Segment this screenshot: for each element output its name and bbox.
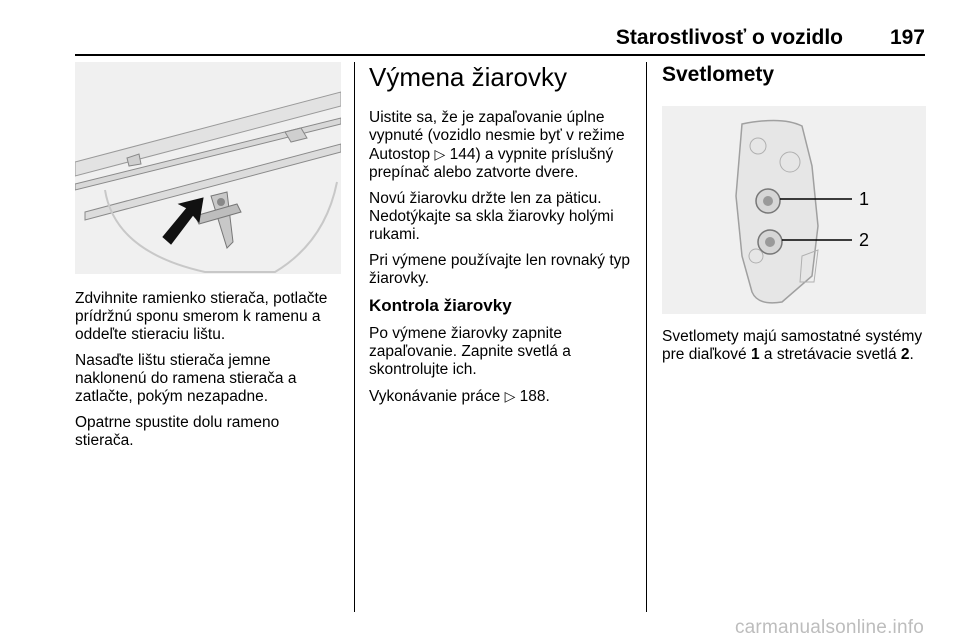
paragraph: Pri výmene používajte len rovnaký typ žiarovky.: [369, 252, 631, 287]
paragraph: Opatrne spustite dolu rameno stierača.: [75, 414, 280, 449]
section-heading: Výmena žiarovky: [369, 62, 567, 92]
paragraph: Po výmene žiarovky zapnite zapaľovanie. Zapnite svetlá a skontrolujte ich.: [369, 325, 571, 378]
paragraph: Zdvihnite ramienko stierača, potlačte prídržnú sponu smerom k ramenu a oddeľte stieraciu lištu.: [75, 290, 328, 343]
paragraph: Svetlomety majú samostatné systémy pre diaľkové 1 a stretávacie svetlá 2.: [662, 328, 923, 363]
page-reference: 144: [449, 146, 476, 163]
column-bulb-replacement: [369, 62, 637, 414]
header-rule: [75, 54, 925, 56]
page-number: 197: [889, 26, 925, 49]
column-headlights: [662, 62, 926, 372]
paragraph: Novú žiarovku držte len za päticu. Nedotýkajte sa skla žiarovky holými rukami.: [369, 190, 614, 243]
wiper-blade-drawing: [75, 62, 341, 274]
callout-label-1: 1: [859, 189, 870, 209]
callout-ref: 1: [750, 346, 760, 363]
watermark: carmanualsonline.info: [734, 617, 924, 638]
page-reference: 188: [519, 388, 546, 405]
column-wiper: [75, 62, 341, 458]
callout-label-2: 2: [859, 230, 870, 250]
page-reference-arrow-icon: ▷: [434, 146, 446, 162]
callout-ref: 2: [900, 346, 910, 363]
headlight-illustration: [662, 106, 926, 314]
column-divider: [646, 62, 647, 612]
headlight-rear-drawing: [662, 106, 926, 314]
page-header: [75, 24, 925, 52]
paragraph: Vykonávanie práce ▷ 188.: [369, 388, 550, 405]
section-title: Starostlivosť o vozidlo: [615, 26, 843, 49]
column-divider: [354, 62, 355, 612]
subsection-heading: Kontrola žiarovky: [369, 296, 512, 315]
page-reference-arrow-icon: ▷: [504, 388, 516, 404]
paragraph: Uistite sa, že je zapaľovanie úplne vypnuté (vozidlo nesmie byť v režime Autostop ▷ 144) a vypnite príslušný prepínač alebo zatvorte dvere.: [369, 109, 625, 181]
wiper-illustration: [75, 62, 341, 274]
paragraph: Nasaďte lištu stierača jemne naklonenú do ramena stierača a zatlačte, pokým nezapadne.: [75, 352, 297, 405]
section-heading: Svetlomety: [662, 63, 775, 86]
